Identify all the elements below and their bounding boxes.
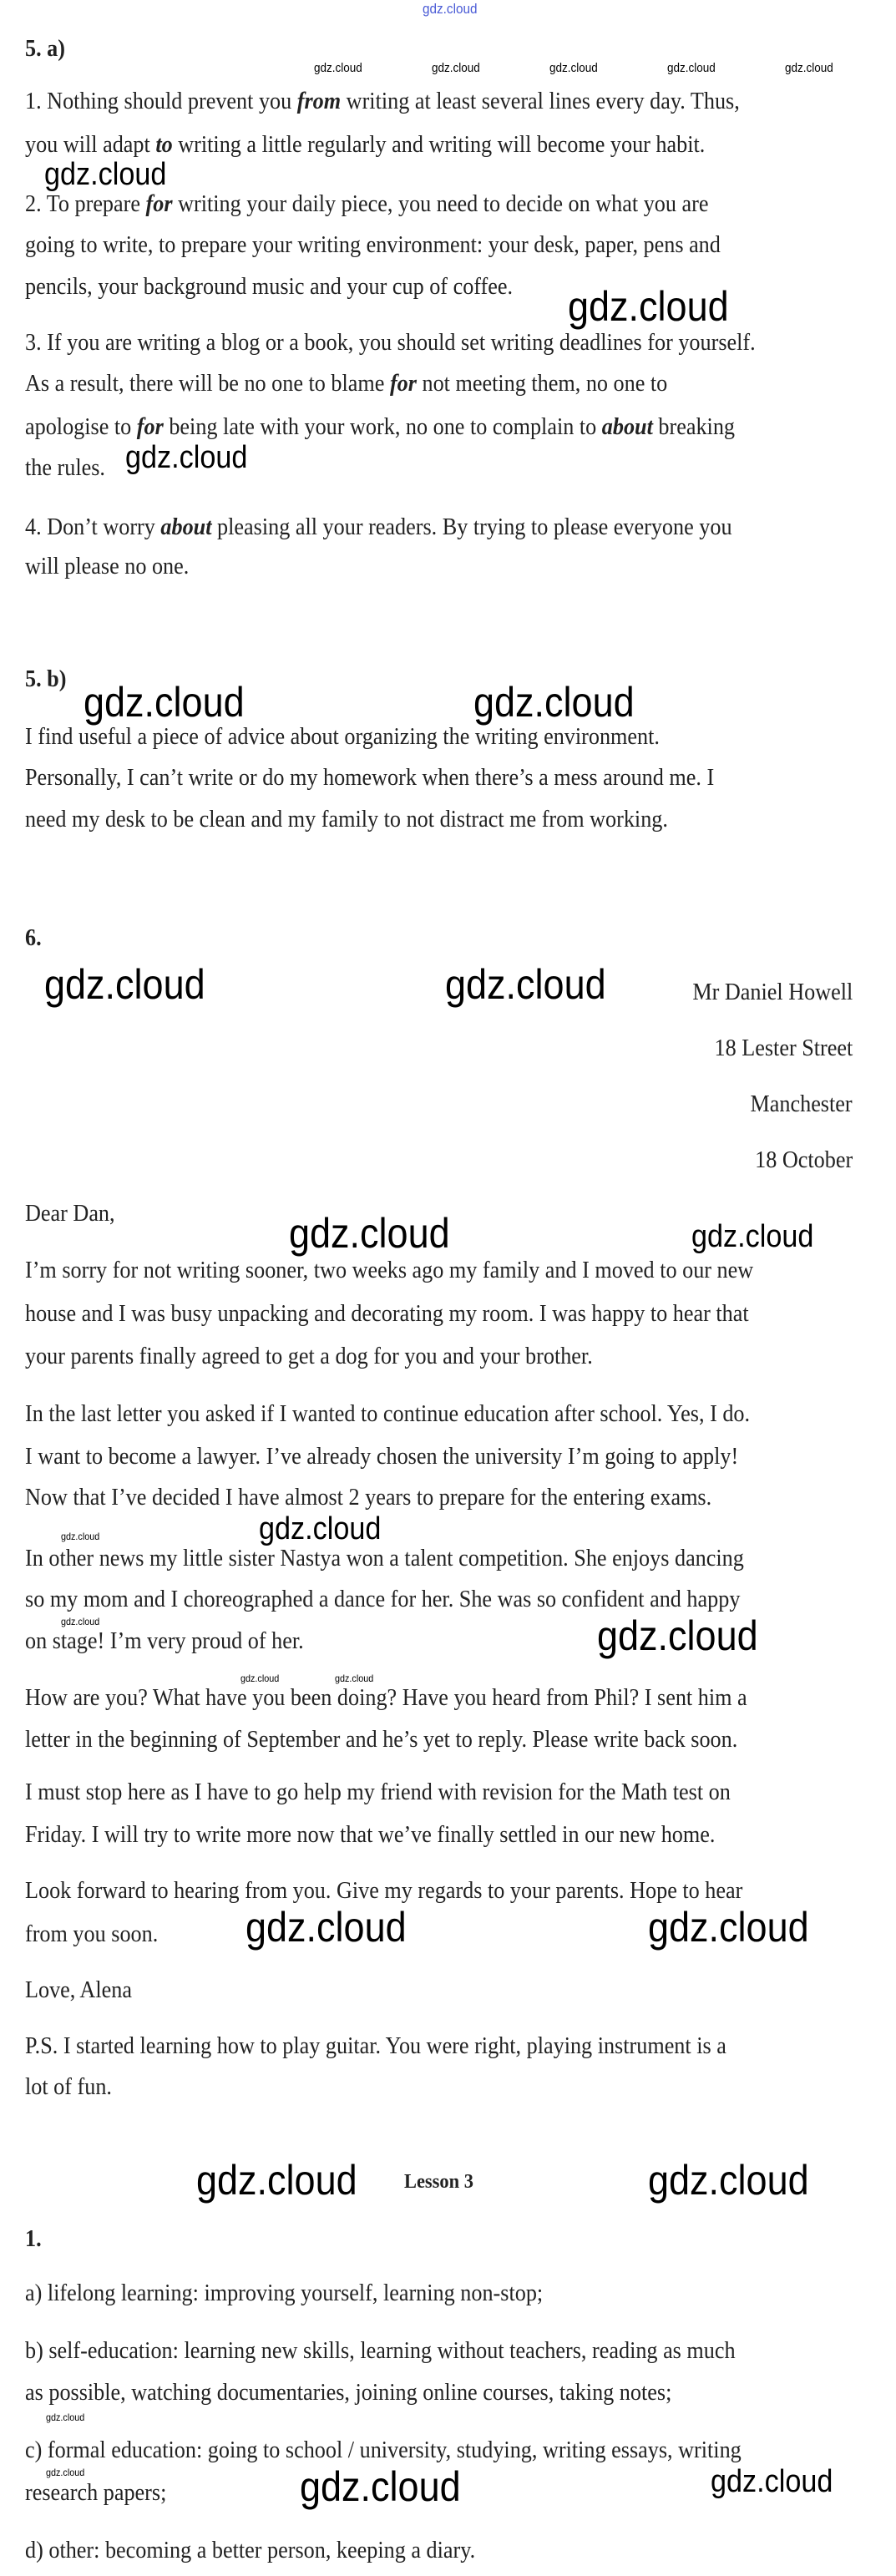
text-line: house and I was busy unpacking and decorating my room. I was happy to hear that <box>25 1301 749 1327</box>
watermark: gdz.cloud <box>46 2467 85 2478</box>
text: 4. Don’t worry <box>25 514 161 540</box>
watermark: gdz.cloud <box>84 679 245 726</box>
text: writing your daily piece, you need to decide on what you are <box>172 191 709 217</box>
section-heading-5b: 5. b) <box>25 666 67 692</box>
text: writing at least several lines every day. Thus, <box>341 89 740 114</box>
text-line: c) formal education: going to school / university, studying, writing essays, writing <box>25 2437 742 2463</box>
watermark: gdz.cloud <box>314 61 362 75</box>
watermark: gdz.cloud <box>597 1612 758 1659</box>
text: writing a little regularly and writing will become your habit. <box>172 132 706 158</box>
text: being late with your work, no one to complain to <box>163 414 602 440</box>
watermark: gdz.cloud <box>445 961 606 1008</box>
text-line <box>25 514 732 541</box>
address-name: Mr Daniel Howell <box>692 979 853 1005</box>
watermark: gdz.cloud <box>44 157 167 192</box>
answer-word: about <box>601 414 653 440</box>
watermark: gdz.cloud <box>44 961 205 1008</box>
lesson-title: Lesson 3 <box>404 2171 473 2193</box>
text-line: I want to become a lawyer. I’ve already chosen the university I’m going to apply! <box>25 1444 739 1470</box>
watermark: gdz.cloud <box>196 2157 357 2204</box>
text-line: going to write, to prepare your writing environment: your desk, paper, pens and <box>25 232 721 258</box>
watermark: gdz.cloud <box>568 283 729 330</box>
text-line: lot of fun. <box>25 2074 112 2100</box>
text: not meeting them, no one to <box>416 371 668 397</box>
text: apologise to <box>25 414 137 440</box>
section-heading-1: 1. <box>25 2226 42 2252</box>
text-line: so my mom and I choreographed a dance for her. She was so confident and happy <box>25 1587 741 1612</box>
text: breaking <box>652 414 736 440</box>
text-line: from you soon. <box>25 1921 159 1947</box>
text-line <box>25 132 705 159</box>
watermark: gdz.cloud <box>61 1531 100 1542</box>
address-street: 18 Lester Street <box>714 1035 853 1061</box>
text-line <box>25 414 735 441</box>
text-line: on stage! I’m very proud of her. <box>25 1628 304 1654</box>
text: 2. To prepare <box>25 191 146 217</box>
text-line <box>25 191 708 218</box>
text-line: How are you? What have you been doing? Have you heard from Phil? I sent him a <box>25 1685 747 1711</box>
text-line: Look forward to hearing from you. Give my regards to your parents. Hope to hear <box>25 1878 743 1904</box>
text-line: letter in the beginning of September and he’s yet to reply. Please write back soon. <box>25 1727 738 1753</box>
watermark: gdz.cloud <box>667 61 716 75</box>
watermark: gdz.cloud <box>259 1511 382 1546</box>
text-line: P.S. I started learning how to play guitar. You were right, playing instrument is a <box>25 2033 726 2059</box>
text-line: a) lifelong learning: improving yourself, learning non-stop; <box>25 2280 544 2306</box>
answer-word: for <box>389 371 417 397</box>
watermark: gdz.cloud <box>46 2412 85 2423</box>
answer-word: about <box>160 514 212 540</box>
watermark: gdz.cloud <box>648 2157 809 2204</box>
text-line: Personally, I can’t write or do my homework when there’s a mess around me. I <box>25 765 715 791</box>
letter-greeting: Dear Dan, <box>25 1201 115 1227</box>
text-line: In the last letter you asked if I wanted to continue education after school. Yes, I do. <box>25 1401 751 1427</box>
text-line: need my desk to be clean and my family to not distract me from working. <box>25 807 668 833</box>
watermark: gdz.cloud <box>125 440 248 475</box>
answer-word: to <box>155 132 173 158</box>
watermark: gdz.cloud <box>61 1616 100 1627</box>
watermark: gdz.cloud <box>549 61 598 75</box>
text-line: the rules. <box>25 455 105 481</box>
text: pleasing all your readers. By trying to please everyone you <box>211 514 732 540</box>
section-heading-5a: 5. a) <box>25 36 65 62</box>
text-line <box>25 371 667 397</box>
text-line: as possible, watching documentaries, joining online courses, taking notes; <box>25 2380 672 2406</box>
answer-word: for <box>145 191 173 217</box>
letter-signoff: Love, Alena <box>25 1977 132 2003</box>
text-line: d) other: becoming a better person, keeping a diary. <box>25 2538 476 2563</box>
watermark: gdz.cloud <box>246 1904 407 1951</box>
watermark: gdz.cloud <box>711 2464 833 2499</box>
text-line: pencils, your background music and your cup of coffee. <box>25 274 514 300</box>
watermark: gdz.cloud <box>648 1904 809 1951</box>
address-city: Manchester <box>750 1091 853 1117</box>
watermark-top: gdz.cloud <box>423 1 478 17</box>
text-line: Friday. I will try to write more now that we’ve finally settled in our new home. <box>25 1822 716 1848</box>
text-line: I’m sorry for not writing sooner, two weeks ago my family and I moved to our new <box>25 1258 754 1283</box>
text-line: Now that I’ve decided I have almost 2 years to prepare for the entering exams. <box>25 1485 712 1511</box>
watermark: gdz.cloud <box>289 1210 450 1257</box>
text-line: research papers; <box>25 2480 167 2506</box>
text-line: I find useful a piece of advice about organizing the writing environment. <box>25 724 660 750</box>
watermark: gdz.cloud <box>335 1673 374 1684</box>
watermark: gdz.cloud <box>473 679 635 726</box>
text-line: b) self-education: learning new skills, learning without teachers, reading as much <box>25 2338 736 2364</box>
letter-date: 18 October <box>754 1147 853 1173</box>
section-heading-6: 6. <box>25 925 42 951</box>
text-line <box>25 89 740 115</box>
text: As a result, there will be no one to blame <box>25 371 390 397</box>
text: 1. Nothing should prevent you <box>25 89 297 114</box>
watermark: gdz.cloud <box>240 1673 280 1684</box>
text-line: In other news my little sister Nastya won a talent competition. She enjoys dancing <box>25 1546 744 1571</box>
text-line: your parents finally agreed to get a dog for you and your brother. <box>25 1344 593 1369</box>
text-line: I must stop here as I have to go help my friend with revision for the Math test on <box>25 1779 731 1805</box>
answer-word: for <box>136 414 164 440</box>
watermark: gdz.cloud <box>432 61 480 75</box>
text-line: will please no one. <box>25 554 190 579</box>
watermark: gdz.cloud <box>691 1219 814 1254</box>
watermark: gdz.cloud <box>785 61 833 75</box>
watermark: gdz.cloud <box>300 2463 461 2510</box>
text: you will adapt <box>25 132 156 158</box>
text-line: 3. If you are writing a blog or a book, you should set writing deadlines for yourself. <box>25 330 756 356</box>
answer-word: from <box>296 89 342 114</box>
